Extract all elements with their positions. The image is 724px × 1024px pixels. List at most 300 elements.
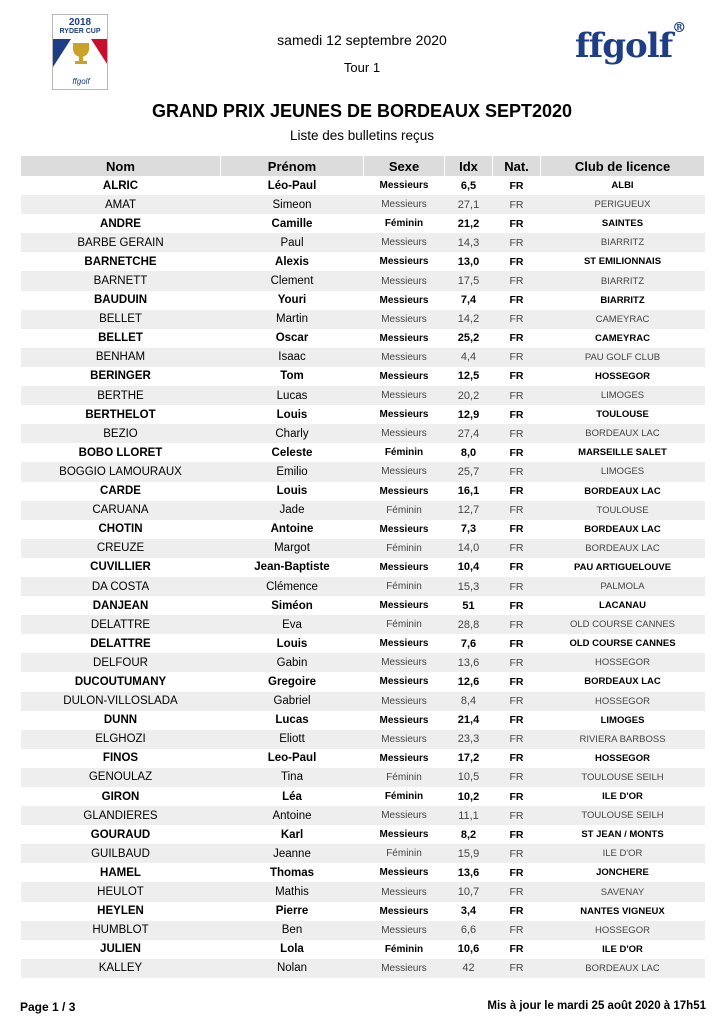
column-header-sexe: Sexe: [364, 156, 445, 176]
cell-club: CAMEYRAC: [541, 310, 705, 329]
cell-nom: BARNETCHE: [84, 255, 157, 268]
cell-prenom: Jeanne: [221, 844, 364, 863]
table-row: [21, 443, 705, 462]
cell-sexe: Messieurs: [379, 829, 429, 841]
table-row: [21, 233, 705, 252]
cell-nom: DUNN: [103, 714, 138, 727]
cell-sexe: Messieurs: [379, 561, 429, 573]
cell-prenom: Leo-Paul: [267, 752, 317, 765]
table-header-row: [21, 156, 705, 176]
cell-sexe: Messieurs: [364, 348, 445, 367]
cell-nom: BOGGIO LAMOURAUX: [21, 462, 221, 481]
cell-nom: CUVILLIER: [90, 561, 151, 574]
cell-club: PERIGUEUX: [541, 195, 705, 214]
cell-nom: JULIEN: [100, 943, 141, 956]
cell-club: HOSSEGOR: [541, 653, 705, 672]
cell-idx: 10,2: [457, 790, 480, 803]
cell-nat: FR: [493, 462, 541, 481]
logo-year: 2018: [68, 17, 92, 28]
table-row: [21, 348, 705, 367]
ffgolf-brand: ffgolf: [575, 26, 673, 66]
cell-idx: 25,2: [457, 332, 480, 345]
cell-idx: 16,1: [457, 485, 480, 498]
logo-brand: ffgolf: [72, 77, 90, 86]
cell-prenom: Simeon: [221, 195, 364, 214]
cell-nat: FR: [509, 828, 524, 841]
cell-nom: GUILBAUD: [21, 844, 221, 863]
cell-club: LACANAU: [599, 600, 646, 612]
cell-prenom: Tom: [280, 370, 304, 383]
table-row: [21, 959, 705, 978]
cell-idx: 13,6: [457, 866, 480, 879]
cell-nom: BAUDUIN: [93, 294, 148, 307]
cell-prenom: Karl: [280, 828, 304, 841]
cell-nat: FR: [509, 255, 524, 268]
cell-sexe: Messieurs: [379, 409, 429, 421]
table-row: [21, 310, 705, 329]
cell-idx: 17,2: [457, 752, 480, 765]
cell-idx: 15,3: [445, 577, 493, 596]
cell-sexe: Messieurs: [379, 676, 429, 688]
cell-club: ST EMILIONNAIS: [583, 256, 662, 268]
cell-nom: BERTHELOT: [85, 408, 156, 421]
cell-idx: 28,8: [445, 615, 493, 634]
cell-idx: 13,6: [445, 653, 493, 672]
table-row: [21, 863, 705, 882]
cell-nat: FR: [509, 752, 524, 765]
table-row: [21, 768, 705, 787]
column-header-nat: Nat.: [493, 156, 541, 176]
cell-idx: 12,7: [445, 501, 493, 520]
table-row: [21, 692, 705, 711]
cell-nom: BENHAM: [21, 348, 221, 367]
cell-idx: 51: [462, 599, 475, 612]
cell-nat: FR: [509, 332, 524, 345]
registrations-table: [20, 156, 705, 978]
cell-prenom: Lucas: [221, 386, 364, 405]
table-row: [21, 405, 705, 424]
cell-sexe: Messieurs: [364, 959, 445, 978]
cell-club: BORDEAUX LAC: [584, 676, 661, 688]
cell-prenom: Clémence: [221, 577, 364, 596]
cell-nat: FR: [493, 921, 541, 940]
ffgolf-logo: [575, 20, 686, 66]
cell-sexe: Féminin: [364, 501, 445, 520]
cell-nom: BEZIO: [21, 424, 221, 443]
cell-prenom: Margot: [221, 539, 364, 558]
cell-sexe: Féminin: [364, 577, 445, 596]
cell-nom: BERINGER: [90, 370, 151, 383]
cell-club: BORDEAUX LAC: [584, 485, 661, 497]
table-row: [21, 634, 705, 653]
cell-sexe: Messieurs: [364, 921, 445, 940]
cell-sexe: Féminin: [364, 844, 445, 863]
cell-nat: FR: [509, 866, 524, 879]
cell-sexe: Messieurs: [364, 271, 445, 290]
cell-club: OLD COURSE CANNES: [541, 615, 705, 634]
cell-nom: BELLET: [21, 310, 221, 329]
table-row: [21, 520, 705, 539]
cell-idx: 7,6: [460, 637, 477, 650]
cell-prenom: Louis: [276, 485, 308, 498]
cell-idx: 25,7: [445, 462, 493, 481]
cell-sexe: Messieurs: [379, 905, 429, 917]
cell-club: BIARRITZ: [600, 294, 645, 306]
cell-nom: BARNETT: [21, 271, 221, 290]
cell-nom: HEULOT: [21, 882, 221, 901]
cell-nat: FR: [493, 730, 541, 749]
cell-nom: GENOULAZ: [21, 768, 221, 787]
column-header-prenom: Prénom: [221, 156, 364, 176]
cell-prenom: Nolan: [221, 959, 364, 978]
cell-nom: BARBE GERAIN: [21, 233, 221, 252]
cell-nom: BERTHE: [21, 386, 221, 405]
table-body: [21, 176, 705, 978]
cell-prenom: Antoine: [270, 523, 314, 536]
cell-sexe: Messieurs: [379, 600, 429, 612]
table-row: [21, 386, 705, 405]
cell-nom: CREUZE: [21, 539, 221, 558]
cell-sexe: Féminin: [384, 943, 424, 955]
cell-idx: 12,6: [457, 675, 480, 688]
table-row: [21, 367, 705, 386]
cell-nat: FR: [509, 637, 524, 650]
cell-club: ST JEAN / MONTS: [581, 829, 664, 841]
page-title: GRAND PRIX JEUNES DE BORDEAUX SEPT2020: [151, 101, 573, 121]
cell-prenom: Thomas: [269, 866, 315, 879]
cell-nat: FR: [509, 790, 524, 803]
cell-nat: FR: [493, 501, 541, 520]
cell-club: ILE D'OR: [602, 943, 643, 955]
cell-sexe: Messieurs: [379, 714, 429, 726]
registered-mark: ®: [672, 20, 686, 36]
cell-prenom: Alexis: [275, 255, 309, 268]
cell-prenom: Mathis: [221, 882, 364, 901]
table-row: [21, 787, 705, 806]
cell-sexe: Messieurs: [379, 752, 429, 764]
cell-idx: 14,3: [445, 233, 493, 252]
cell-nom: DELATTRE: [21, 615, 221, 634]
cell-prenom: Louis: [276, 637, 308, 650]
cell-nom: HUMBLOT: [21, 921, 221, 940]
cell-nom: BOBO LLORET: [78, 446, 163, 459]
table-row: [21, 730, 705, 749]
cell-idx: 21,4: [457, 714, 480, 727]
table-row: [21, 806, 705, 825]
cell-club: PALMOLA: [541, 577, 705, 596]
cell-nat: FR: [493, 233, 541, 252]
cell-sexe: Messieurs: [379, 332, 429, 344]
cell-club: LIMOGES: [541, 462, 705, 481]
cell-prenom: Louis: [276, 408, 308, 421]
cell-club: OLD COURSE CANNES: [569, 638, 676, 650]
cell-sexe: Messieurs: [364, 730, 445, 749]
cell-club: NANTES VIGNEUX: [580, 905, 665, 917]
cell-nat: FR: [493, 806, 541, 825]
table-row: [21, 825, 705, 844]
cell-sexe: Messieurs: [379, 180, 429, 192]
cell-idx: 27,1: [445, 195, 493, 214]
cell-nat: FR: [509, 408, 524, 421]
table-row: [21, 711, 705, 730]
cell-prenom: Tina: [221, 768, 364, 787]
table-row: [21, 501, 705, 520]
cell-prenom: Lola: [280, 943, 304, 956]
column-header-idx: Idx: [445, 156, 493, 176]
cell-prenom: Camille: [271, 217, 313, 230]
cell-prenom: Oscar: [275, 332, 309, 345]
cell-club: PAU ARTIGUELOUVE: [573, 561, 672, 573]
column-header-nom: Nom: [21, 156, 221, 176]
cell-nom: FINOS: [102, 752, 139, 765]
cell-idx: 8,0: [460, 446, 477, 459]
cell-nom: GLANDIERES: [21, 806, 221, 825]
cell-sexe: Messieurs: [364, 806, 445, 825]
cell-nat: FR: [509, 561, 524, 574]
cell-prenom: Youri: [277, 294, 307, 307]
cell-idx: 15,9: [445, 844, 493, 863]
cell-idx: 3,4: [460, 905, 477, 918]
cell-club: HOSSEGOR: [595, 370, 650, 382]
cell-nom: DUCOUTUMANY: [74, 675, 167, 688]
cell-nat: FR: [493, 577, 541, 596]
cell-sexe: Messieurs: [379, 638, 429, 650]
cell-nom: DA COSTA: [21, 577, 221, 596]
table-row: [21, 558, 705, 577]
cell-sexe: Messieurs: [364, 233, 445, 252]
cell-prenom: Pierre: [275, 905, 309, 918]
cell-club: TOULOUSE: [596, 409, 649, 421]
cell-idx: 12,5: [457, 370, 480, 383]
cell-nom: CARUANA: [21, 501, 221, 520]
cell-nom: DANJEAN: [92, 599, 149, 612]
cell-idx: 20,2: [445, 386, 493, 405]
cell-sexe: Messieurs: [364, 653, 445, 672]
cell-sexe: Messieurs: [364, 462, 445, 481]
cell-nom: ANDRE: [100, 217, 141, 230]
table-row: [21, 176, 705, 195]
cell-club: ILE D'OR: [541, 844, 705, 863]
cell-idx: 23,3: [445, 730, 493, 749]
cell-nat: FR: [509, 599, 524, 612]
cell-club: BIARRITZ: [541, 271, 705, 290]
cell-nom: ALRIC: [102, 179, 139, 192]
last-updated: Mis à jour le mardi 25 août 2020 à 17h51: [487, 1000, 706, 1012]
cell-idx: 12,9: [457, 408, 480, 421]
table-row: [21, 844, 705, 863]
cell-idx: 14,2: [445, 310, 493, 329]
cell-sexe: Messieurs: [379, 256, 429, 268]
cell-club: BORDEAUX LAC: [541, 424, 705, 443]
cell-nat: FR: [509, 370, 524, 383]
table-row: [21, 252, 705, 271]
cell-club: LIMOGES: [600, 714, 645, 726]
table-row: [21, 329, 705, 348]
cell-idx: 8,2: [460, 828, 477, 841]
cell-prenom: Gabriel: [221, 692, 364, 711]
cell-nat: FR: [493, 348, 541, 367]
cell-prenom: Paul: [221, 233, 364, 252]
table-row: [21, 921, 705, 940]
cell-nat: FR: [509, 523, 524, 536]
cell-club: HOSSEGOR: [595, 752, 650, 764]
page-subtitle: Liste des bulletins reçus: [289, 128, 435, 143]
cell-nom: KALLEY: [21, 959, 221, 978]
table-row: [21, 749, 705, 768]
cell-idx: 4,4: [445, 348, 493, 367]
cell-sexe: Féminin: [384, 791, 424, 803]
cell-prenom: Celeste: [271, 446, 313, 459]
cell-nom: CARDE: [100, 485, 141, 498]
cell-prenom: Gabin: [221, 653, 364, 672]
cell-sexe: Messieurs: [364, 882, 445, 901]
cell-club: BORDEAUX LAC: [541, 539, 705, 558]
event-date: samedi 12 septembre 2020: [277, 32, 447, 48]
table-row: [21, 940, 705, 959]
cell-idx: 27,4: [445, 424, 493, 443]
logo-title: RYDER CUP: [59, 28, 101, 35]
cell-club: TOULOUSE SEILH: [541, 768, 705, 787]
cell-nat: FR: [509, 294, 524, 307]
table-row: [21, 615, 705, 634]
table-row: [21, 902, 705, 921]
table-row: [21, 539, 705, 558]
column-header-club: Club de licence: [541, 156, 705, 176]
cell-sexe: Messieurs: [379, 294, 429, 306]
cell-nat: FR: [493, 844, 541, 863]
cell-club: HOSSEGOR: [541, 921, 705, 940]
cell-prenom: Ben: [221, 921, 364, 940]
cell-nat: FR: [493, 882, 541, 901]
cell-nom: BELLET: [98, 332, 143, 345]
table-row: [21, 271, 705, 290]
cell-nom: DELATTRE: [90, 637, 151, 650]
cell-club: RIVIERA BARBOSS: [541, 730, 705, 749]
table-row: [21, 882, 705, 901]
cell-nat: FR: [509, 179, 524, 192]
table-row: [21, 672, 705, 691]
cell-nat: FR: [493, 271, 541, 290]
cell-club: ILE D'OR: [602, 791, 643, 803]
cell-nat: FR: [493, 768, 541, 787]
cell-sexe: Féminin: [364, 615, 445, 634]
cell-prenom: Jade: [221, 501, 364, 520]
cell-prenom: Clement: [221, 271, 364, 290]
cell-club: CAMEYRAC: [595, 332, 650, 344]
cell-club: HOSSEGOR: [541, 692, 705, 711]
cell-prenom: Eliott: [221, 730, 364, 749]
cell-club: SAINTES: [601, 218, 644, 230]
cell-idx: 17,5: [445, 271, 493, 290]
cell-nat: FR: [493, 195, 541, 214]
cell-prenom: Martin: [221, 310, 364, 329]
cell-nat: FR: [493, 310, 541, 329]
cell-sexe: Messieurs: [364, 386, 445, 405]
table-row: [21, 214, 705, 233]
cell-idx: 10,6: [457, 943, 480, 956]
cell-nom: AMAT: [21, 195, 221, 214]
cell-club: BIARRITZ: [541, 233, 705, 252]
cell-idx: 7,4: [460, 294, 477, 307]
cell-idx: 6,5: [460, 179, 477, 192]
cell-nat: FR: [509, 675, 524, 688]
table-row: [21, 653, 705, 672]
cell-sexe: Messieurs: [379, 523, 429, 535]
cell-prenom: Léa: [282, 790, 302, 803]
cell-prenom: Léo-Paul: [267, 179, 317, 192]
cell-nat: FR: [493, 424, 541, 443]
cell-nom: GIRON: [101, 790, 140, 803]
cell-nat: FR: [509, 905, 524, 918]
cell-idx: 42: [445, 959, 493, 978]
cell-sexe: Messieurs: [364, 195, 445, 214]
cell-nat: FR: [509, 446, 524, 459]
cell-nat: FR: [493, 539, 541, 558]
cell-idx: 10,7: [445, 882, 493, 901]
cell-club: SAVENAY: [541, 882, 705, 901]
cell-prenom: Isaac: [221, 348, 364, 367]
cell-idx: 8,4: [445, 692, 493, 711]
cell-prenom: Gregoire: [268, 675, 316, 688]
table-row: [21, 195, 705, 214]
table-row: [21, 424, 705, 443]
cell-prenom: Antoine: [221, 806, 364, 825]
cell-nat: FR: [493, 692, 541, 711]
cell-nom: HEYLEN: [97, 905, 144, 918]
cell-idx: 11,1: [445, 806, 493, 825]
cell-idx: 21,2: [457, 217, 480, 230]
cell-prenom: Jean-Baptiste: [254, 561, 330, 574]
table-row: [21, 577, 705, 596]
cell-sexe: Féminin: [364, 768, 445, 787]
page-number: Page 1 / 3: [20, 1000, 76, 1014]
cell-sexe: Féminin: [384, 218, 424, 230]
table-row: [21, 462, 705, 481]
cell-club: LIMOGES: [541, 386, 705, 405]
cell-prenom: Charly: [221, 424, 364, 443]
cell-prenom: Siméon: [271, 599, 313, 612]
cell-idx: 14,0: [445, 539, 493, 558]
cell-club: BORDEAUX LAC: [541, 959, 705, 978]
table-row: [21, 596, 705, 615]
table-row: [21, 482, 705, 501]
cell-nom: CHOTIN: [98, 523, 143, 536]
cell-sexe: Féminin: [384, 447, 424, 459]
cell-nom: ELGHOZI: [21, 730, 221, 749]
cell-prenom: Lucas: [275, 714, 309, 727]
cell-club: JONCHERE: [596, 867, 649, 879]
cell-idx: 10,5: [445, 768, 493, 787]
cell-nat: FR: [493, 386, 541, 405]
cell-nom: DULON-VILLOSLADA: [21, 692, 221, 711]
cell-club: PAU GOLF CLUB: [541, 348, 705, 367]
cell-sexe: Messieurs: [364, 692, 445, 711]
cell-idx: 7,3: [460, 523, 477, 536]
cell-club: ALBI: [611, 180, 634, 192]
cell-sexe: Messieurs: [364, 310, 445, 329]
cell-sexe: Messieurs: [379, 867, 429, 879]
cell-nom: GOURAUD: [90, 828, 151, 841]
cell-nat: FR: [509, 485, 524, 498]
cell-nat: FR: [493, 653, 541, 672]
ryder-cup-logo: [52, 14, 108, 90]
cell-club: MARSEILLE SALET: [578, 447, 667, 459]
cell-nom: HAMEL: [100, 866, 141, 879]
cell-prenom: Eva: [221, 615, 364, 634]
cell-club: TOULOUSE SEILH: [541, 806, 705, 825]
cell-sexe: Messieurs: [379, 485, 429, 497]
cell-nat: FR: [493, 615, 541, 634]
